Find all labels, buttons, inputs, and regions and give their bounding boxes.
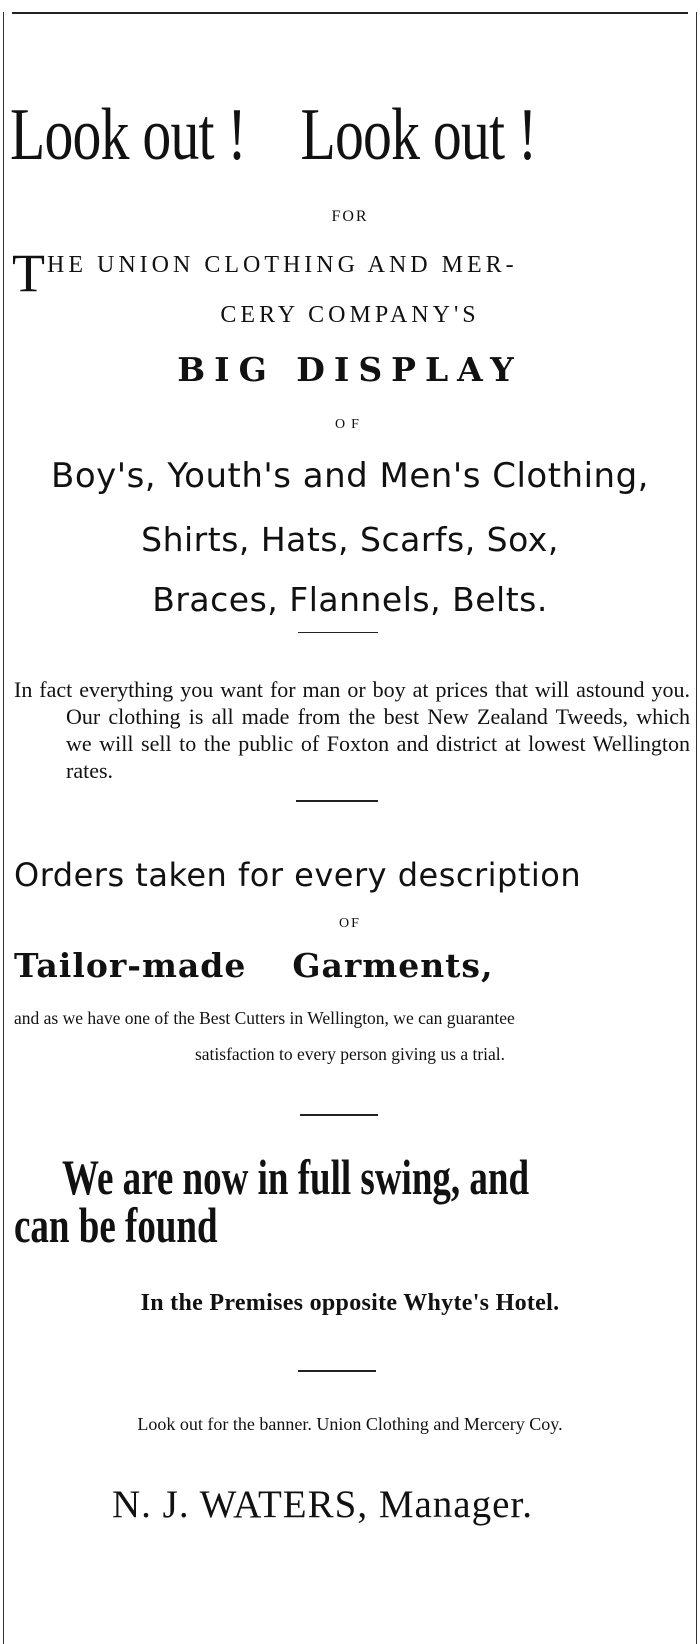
divider-3 (300, 1114, 378, 1116)
of-label: OF (335, 417, 365, 432)
right-border (696, 12, 697, 1644)
goods-line-1: Boy's, Youth's and Men's Clothing, (51, 456, 649, 496)
for-label: FOR (331, 208, 369, 225)
tailor-word-2: Garments, (292, 946, 494, 985)
headline-right: Look out ! (300, 94, 537, 176)
company-name-line2: CERY COMPANY'S (220, 302, 480, 328)
of-label-2: OF (339, 916, 361, 931)
swing-line-2: can be found (14, 1197, 218, 1253)
big-display-heading: BIG DISPLAY (177, 350, 523, 389)
guarantee-line-2: satisfaction to every person giving us a trial. (194, 1044, 506, 1064)
goods-line-2: Shirts, Hats, Scarfs, Sox, (141, 520, 559, 559)
premises-line: In the Premises opposite Whyte's Hotel. (140, 1290, 560, 1316)
drop-cap: T (12, 243, 45, 303)
guarantee-line-1: and as we have one of the Best Cutters in Wellington, we can guarantee (14, 1008, 515, 1028)
description-paragraph: In fact everything you want for man or boy at prices that will astound you. Our clothing is all made from the best New Zealand Tweeds, which we will sell to the public of Foxton and district at lowest Wellington rates. (14, 677, 690, 783)
swing-line-1: We are now in full swing, and (62, 1149, 530, 1205)
headline (10, 94, 540, 176)
divider-4 (298, 1370, 376, 1372)
company-name-line1-text: HE UNION CLOTHING AND MER- (47, 252, 518, 278)
company-name-line1 (12, 243, 518, 303)
tailor-made-heading (14, 946, 494, 985)
orders-heading: Orders taken for every description (14, 856, 582, 894)
left-border (3, 12, 4, 1644)
divider-1 (298, 632, 378, 633)
banner-line: Look out for the banner. Union Clothing and Mercery Coy. (137, 1414, 563, 1434)
manager-signature: N. J. WATERS, Manager. (112, 1483, 534, 1526)
goods-line-3: Braces, Flannels, Belts. (152, 580, 548, 619)
top-rule (12, 12, 688, 14)
tailor-word-1: Tailor-made (14, 946, 247, 985)
divider-2 (296, 800, 378, 802)
headline-left: Look out ! (10, 94, 246, 176)
